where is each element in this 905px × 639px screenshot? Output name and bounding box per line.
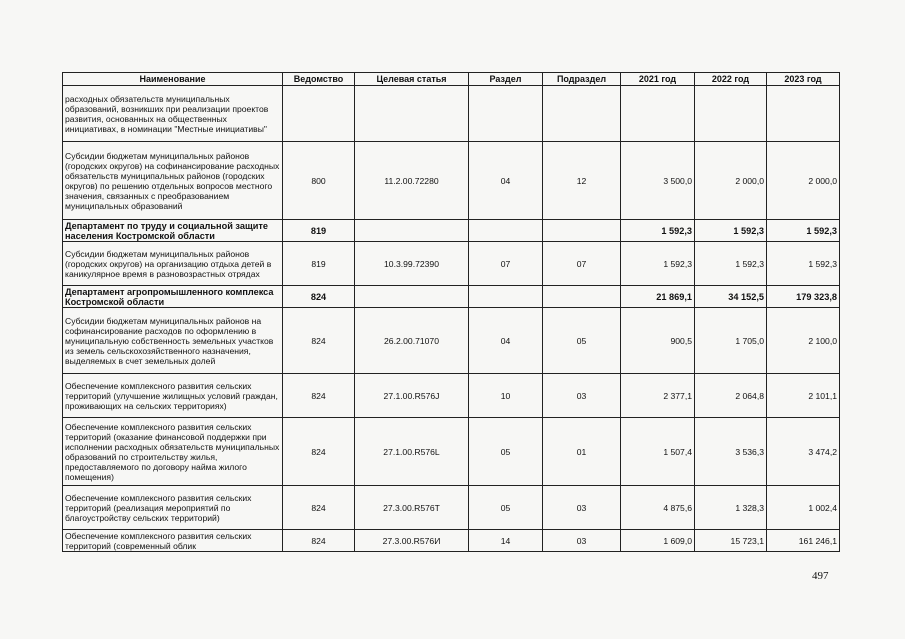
row-article: 27.1.00.R576L — [355, 418, 469, 486]
row-section — [469, 86, 543, 142]
table-row — [63, 486, 840, 530]
row-subsection — [543, 286, 621, 308]
row-ved: 824 — [283, 374, 355, 418]
row-subsection: 12 — [543, 142, 621, 220]
row-name: Обеспечение комплексного развития сельских территорий (реализация мероприятий по благоустройству сельских территорий) — [63, 486, 283, 530]
page-number: 497 — [812, 570, 829, 582]
row-2022: 15 723,1 — [695, 530, 767, 552]
row-2023: 3 474,2 — [767, 418, 840, 486]
row-section: 04 — [469, 308, 543, 374]
row-2023: 179 323,8 — [767, 286, 840, 308]
row-2023: 1 002,4 — [767, 486, 840, 530]
row-subsection: 01 — [543, 418, 621, 486]
header-2023: 2023 год — [767, 73, 840, 86]
row-2022: 2 064,8 — [695, 374, 767, 418]
row-ved: 819 — [283, 242, 355, 286]
row-name: Обеспечение комплексного развития сельских территорий (оказание финансовой поддержки при исполнении расходных обязательств муниципальных образований по строительству жилья, предоставляемого по договору найма жилого помещения) — [63, 418, 283, 486]
row-2021: 1 507,4 — [621, 418, 695, 486]
row-article: 27.3.00.R576T — [355, 486, 469, 530]
row-2022: 1 328,3 — [695, 486, 767, 530]
row-section — [469, 220, 543, 242]
row-2022: 34 152,5 — [695, 286, 767, 308]
table-row — [63, 418, 840, 486]
header-2021: 2021 год — [621, 73, 695, 86]
table-header-row — [63, 73, 840, 86]
row-2023: 1 592,3 — [767, 220, 840, 242]
table-row-department — [63, 220, 840, 242]
row-section: 05 — [469, 486, 543, 530]
row-name: Департамент агропромышленного комплекса Костромской области — [63, 286, 283, 308]
row-ved — [283, 86, 355, 142]
row-subsection: 07 — [543, 242, 621, 286]
row-section: 05 — [469, 418, 543, 486]
header-subsection: Подраздел — [543, 73, 621, 86]
row-section — [469, 286, 543, 308]
row-ved: 824 — [283, 308, 355, 374]
row-2022: 3 536,3 — [695, 418, 767, 486]
budget-table — [62, 72, 840, 552]
row-ved: 819 — [283, 220, 355, 242]
row-ved: 800 — [283, 142, 355, 220]
row-article: 27.1.00.R576J — [355, 374, 469, 418]
row-2023: 1 592,3 — [767, 242, 840, 286]
row-ved: 824 — [283, 530, 355, 552]
row-subsection — [543, 220, 621, 242]
row-subsection: 03 — [543, 486, 621, 530]
table-row — [63, 242, 840, 286]
row-2021: 1 592,3 — [621, 242, 695, 286]
row-name: Субсидии бюджетам муниципальных районов на софинансирование расходов по оформлению в муниципальную собственность земельных участков из земель сельскохозяйственного назначения, выделяемых в счет земельных долей — [63, 308, 283, 374]
row-subsection: 03 — [543, 374, 621, 418]
row-2023 — [767, 86, 840, 142]
header-name: Наименование — [63, 73, 283, 86]
row-name: расходных обязательств муниципальных образований, возникших при реализации проектов развития, основанных на общественных инициативах, в номинации "Местные инициативы" — [63, 86, 283, 142]
row-section: 10 — [469, 374, 543, 418]
row-name: Обеспечение комплексного развития сельских территорий (улучшение жилищных условий граждан, проживающих на сельских территориях) — [63, 374, 283, 418]
row-2023: 2 101,1 — [767, 374, 840, 418]
row-2021: 900,5 — [621, 308, 695, 374]
row-2023: 161 246,1 — [767, 530, 840, 552]
row-2022 — [695, 86, 767, 142]
row-article: 11.2.00.72280 — [355, 142, 469, 220]
row-2021: 2 377,1 — [621, 374, 695, 418]
row-2021: 21 869,1 — [621, 286, 695, 308]
header-article: Целевая статья — [355, 73, 469, 86]
row-name: Департамент по труду и социальной защите населения Костромской области — [63, 220, 283, 242]
row-section: 04 — [469, 142, 543, 220]
row-2021: 1 609,0 — [621, 530, 695, 552]
row-name: Обеспечение комплексного развития сельских территорий (современный облик — [63, 530, 283, 552]
row-ved: 824 — [283, 286, 355, 308]
row-article — [355, 286, 469, 308]
row-2022: 1 592,3 — [695, 242, 767, 286]
row-name: Субсидии бюджетам муниципальных районов (городских округов) на организацию отдыха детей в каникулярное время в разновозрастных отрядах — [63, 242, 283, 286]
table-row-department — [63, 286, 840, 308]
row-subsection: 03 — [543, 530, 621, 552]
row-2021 — [621, 86, 695, 142]
header-2022: 2022 год — [695, 73, 767, 86]
row-ved: 824 — [283, 486, 355, 530]
row-2023: 2 100,0 — [767, 308, 840, 374]
row-article — [355, 220, 469, 242]
row-name: Субсидии бюджетам муниципальных районов (городских округов) на софинансирование расходных обязательств муниципальных районов (городских округов) по решению отдельных вопросов местного значения, связанных с преобразованием муниципальных образований — [63, 142, 283, 220]
table-row — [63, 530, 840, 552]
row-2022: 2 000,0 — [695, 142, 767, 220]
row-subsection: 05 — [543, 308, 621, 374]
row-article: 27.3.00.R576И — [355, 530, 469, 552]
row-2021: 4 875,6 — [621, 486, 695, 530]
row-2022: 1 592,3 — [695, 220, 767, 242]
row-2023: 2 000,0 — [767, 142, 840, 220]
row-ved: 824 — [283, 418, 355, 486]
table-row — [63, 374, 840, 418]
row-section: 14 — [469, 530, 543, 552]
header-ved: Ведомство — [283, 73, 355, 86]
table-row — [63, 308, 840, 374]
row-2021: 1 592,3 — [621, 220, 695, 242]
row-article: 26.2.00.71070 — [355, 308, 469, 374]
row-article — [355, 86, 469, 142]
table-row — [63, 86, 840, 142]
row-section: 07 — [469, 242, 543, 286]
table-row — [63, 142, 840, 220]
header-section: Раздел — [469, 73, 543, 86]
row-article: 10.3.99.72390 — [355, 242, 469, 286]
row-subsection — [543, 86, 621, 142]
row-2022: 1 705,0 — [695, 308, 767, 374]
row-2021: 3 500,0 — [621, 142, 695, 220]
